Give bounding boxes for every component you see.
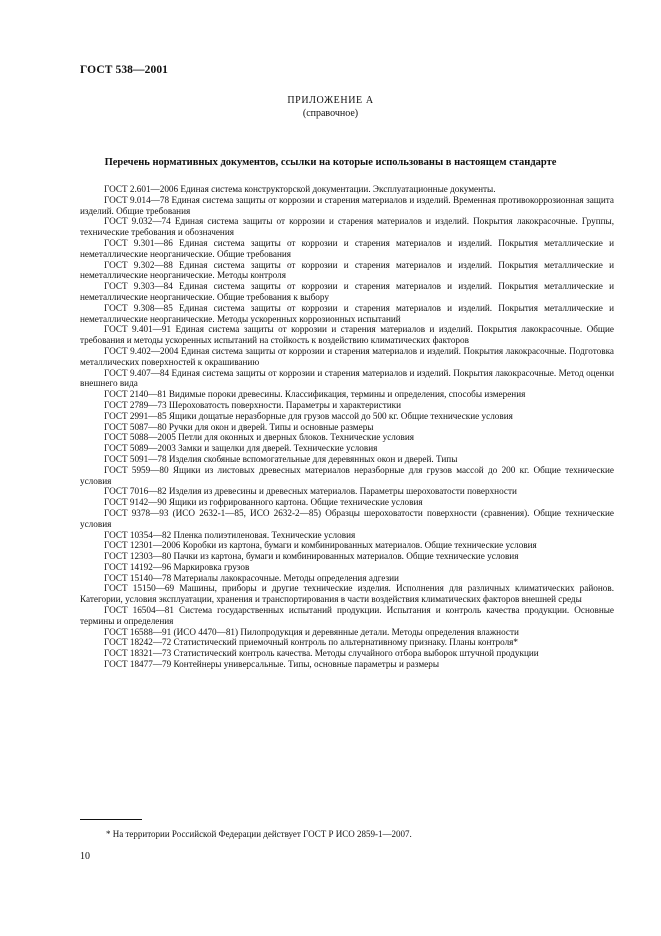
appendix-title: ПРИЛОЖЕНИЕ А	[287, 95, 374, 106]
reference-item: ГОСТ 9.407—84 Единая система защиты от коррозии и старения материалов и изделий. Покрытия лакокрасочные. Метод оценки внешнего вида	[80, 367, 614, 389]
reference-item: ГОСТ 18321—73 Статистический контроль качества. Методы случайного отбора выборок штучной продукции	[104, 648, 539, 659]
reference-item: ГОСТ 5091—78 Изделия скобяные вспомогательные для деревянных окон и дверей. Типы	[104, 453, 458, 464]
reference-item: ГОСТ 9.401—91 Единая система защиты от коррозии и старения материалов и изделий. Покрытия лакокрасочные. Общие требования и методы ускоренных испытаний на стойкость к воздействию климатических факторов	[80, 324, 614, 346]
reference-item: ГОСТ 5087—80 Ручки для окон и дверей. Типы и основные размеры	[104, 421, 374, 432]
reference-item: ГОСТ 9.032—74 Единая система защиты от коррозии и старения материалов и изделий. Покрытия лакокрасочные. Группы, технические требования и обозначения	[80, 216, 614, 238]
reference-item: ГОСТ 15150—69 Машины, приборы и другие технические изделия. Исполнения для различных климатических районов. Категории, условия эксплуатации, хранения и транспортирования в части воздействия климатических факторов внешней среды	[80, 583, 614, 605]
reference-item: ГОСТ 2140—81 Видимые пороки древесины. Классификация, термины и определения, способы измерения	[104, 389, 526, 400]
footnote-divider	[80, 819, 142, 820]
document-code-header: ГОСТ 538—2001	[80, 64, 169, 76]
reference-item: ГОСТ 9.302—88 Единая система защиты от коррозии и старения материалов и изделий. Покрытия металлические и неметаллические неорганические. Методы контроля	[80, 259, 614, 281]
reference-item: ГОСТ 16504—81 Система государственных испытаний продукции. Испытания и контроль качества продукции. Основные термины и определения	[80, 605, 614, 626]
reference-item: ГОСТ 9.308—85 Единая система защиты от коррозии и старения материалов и изделий. Покрытия металлические и неметаллические неорганические. Методы ускоренных коррозионных испытаний	[80, 302, 614, 324]
reference-item: ГОСТ 9378—93 (ИСО 2632-1—85, ИСО 2632-2—85) Образцы шероховатости поверхности (сравнения). Общие технические условия	[80, 507, 614, 529]
page-number: 10	[80, 851, 90, 862]
section-title: Перечень нормативных документов, ссылки на которые использованы в настоящем стандарте	[104, 157, 557, 168]
reference-item: ГОСТ 5959—80 Ящики из листовых древесных материалов неразборные для грузов массой до 200 кг. Общие технические условия	[80, 464, 614, 486]
reference-item: ГОСТ 12303—80 Пачки из картона, бумаги и комбинированных материалов. Общие технические условия	[104, 551, 519, 562]
reference-item: ГОСТ 9.402—2004 Единая система защиты от коррозии и старения материалов и изделий. Покрытия лакокрасочные. Подготовка металлических поверхностей к окрашиванию	[80, 345, 614, 367]
reference-item: ГОСТ 5089—2003 Замки и защелки для дверей. Технические условия	[104, 443, 378, 454]
reference-item: ГОСТ 2.601—2006 Единая система конструкторской документации. Эксплуатационные документы.	[104, 184, 496, 194]
reference-item: ГОСТ 10354—82 Пленка полиэтиленовая. Технические условия	[104, 529, 356, 540]
reference-item: ГОСТ 18477—79 Контейнеры универсальные. Типы, основные параметры и размеры	[104, 659, 440, 670]
reference-item: ГОСТ 7016—82 Изделия из древесины и древесных материалов. Параметры шероховатости поверхности	[104, 486, 517, 497]
reference-item: ГОСТ 9142—90 Ящики из гофрированного картона. Общие технические условия	[104, 497, 423, 508]
reference-item: ГОСТ 12301—2006 Коробки из картона, бумаги и комбинированных материалов. Общие технические условия	[104, 540, 537, 551]
appendix-subtitle: (справочное)	[302, 108, 359, 119]
reference-item: ГОСТ 18242—72 Статистический приемочный контроль по альтернативному признаку. Планы контроля*	[104, 637, 518, 648]
reference-item: ГОСТ 2991—85 Ящики дощатые неразборные для грузов массой до 500 кг. Общие технические условия	[104, 410, 513, 421]
reference-item: ГОСТ 16588—91 (ИСО 4470—81) Пилопродукция и деревянные детали. Методы определения влажности	[104, 626, 519, 637]
normative-references-list	[80, 184, 614, 670]
reference-item: ГОСТ 9.301—86 Единая система защиты от коррозии и старения материалов и изделий. Покрытия металлические и неметаллические неорганические. Общие требования	[80, 237, 614, 259]
reference-item: ГОСТ 9.303—84 Единая система защиты от коррозии и старения материалов и изделий. Покрытия металлические и неметаллические неорганические. Общие требования к выбору	[80, 281, 614, 302]
reference-item: ГОСТ 9.014—78 Единая система защиты от коррозии и старения материалов и изделий. Временная противокоррозионная защита изделий. Общие требования	[80, 194, 614, 216]
reference-item: ГОСТ 15140—78 Материалы лакокрасочные. Методы определения адгезии	[104, 572, 399, 583]
footnote: * На территории Российской Федерации действует ГОСТ Р ИСО 2859-1—2007.	[106, 829, 412, 839]
reference-item: ГОСТ 5088—2005 Петли для оконных и дверных блоков. Технические условия	[104, 432, 414, 443]
reference-item: ГОСТ 2789—73 Шероховатость поверхности. Параметры и характеристики	[104, 399, 402, 410]
reference-item: ГОСТ 14192—96 Маркировка грузов	[104, 561, 250, 572]
